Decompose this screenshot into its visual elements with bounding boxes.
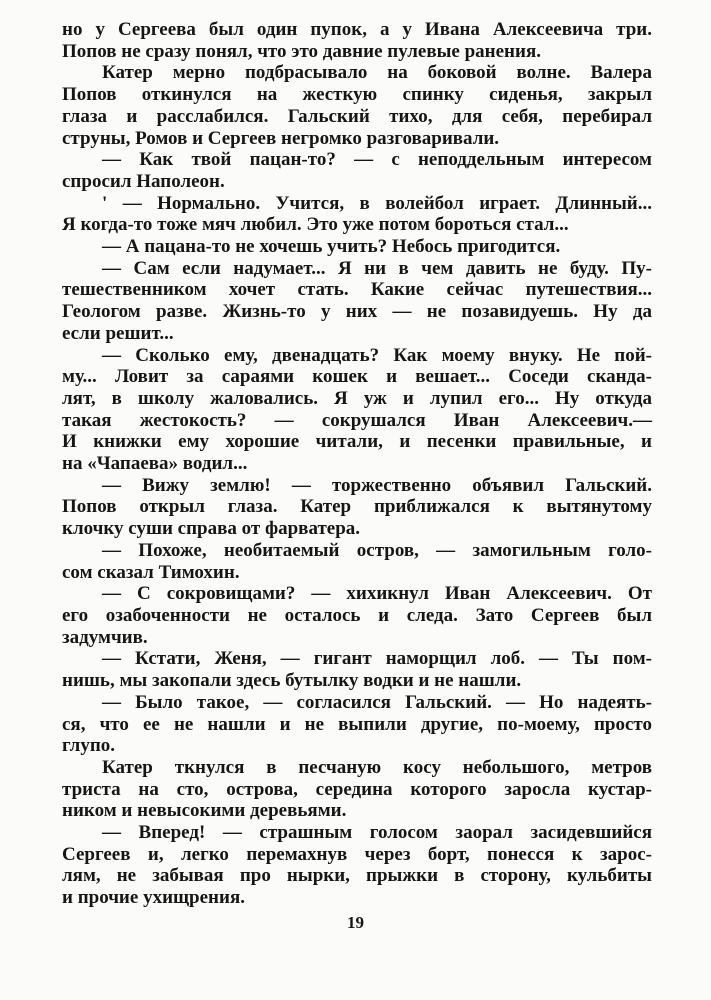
text-line: на «Чапаева» водил... [62,453,248,475]
text-line: Сергеев и, легко перемахнув через борт, понесся к зарос- [62,843,652,865]
text-line: — Сколько ему, двенадцать? Как моему внуку. Не пой- [102,344,652,366]
text-line: триста на сто, острова, середина которого заросла кустар- [62,778,652,800]
text-line: тешественником хочет стать. Какие сейчас путешествия... [62,279,652,301]
text-line: Я когда-то тоже мяч любил. Это уже потом бороться стал... [62,214,569,236]
text-line: — Как твой пацан-то? — с неподдельным интересом [102,149,652,171]
text-line: — А пацана-то не хочешь учить? Небось пригодится. [102,236,561,258]
page-number: 19 [347,913,364,932]
text-line: и прочие ухищрения. [62,887,245,909]
text-line: клочку суши справа от фарватера. [62,518,361,540]
text-line: лят, в школу жаловались. Я уж и лупил его... Ну откуда [62,387,652,409]
text-line: му... Ловит за сараями кошек и вешает... Соседи сканда- [62,366,652,388]
text-line: — Вперед! — страшным голосом заорал засидевшийся [102,822,652,844]
text-line: Попов не сразу понял, что это давние пулевые ранения. [62,40,541,62]
text-line: ся, что ее не нашли и не выпили другие, по-моему, просто [62,713,652,735]
text-line: Попов открыл глаза. Катер приближался к вытянутому [62,496,652,518]
text-line: И книжки ему хорошие читали, и песенки правильные, и [62,431,652,453]
text-line: — Сам если надумает... Я ни в чем давить не буду. Пу- [102,257,652,279]
text-line: задумчив. [62,626,148,648]
text-line: Геологом разве. Жизнь-то у них — не позавидуешь. Ну да [62,301,652,323]
text-line: Катер ткнулся в песчаную косу небольшого, метров [102,756,652,778]
text-line: струны, Ромов и Сергеев негромко разговаривали. [62,127,500,149]
text-line: ником и невысокими деревьями. [62,800,347,822]
text-line: — Было такое, — согласился Гальский. — Но надеять- [102,691,652,713]
text-line: но у Сергеева был один пупок, а у Ивана Алексеевича три. [62,19,652,40]
text-line: лям, не забывая про нырки, прыжки в сторону, кульбиты [62,865,652,887]
text-line: такая жестокость? — сокрушался Иван Алексеевич.— [62,409,652,431]
text-line: — Похоже, необитаемый остров, — замогильным голо- [102,539,652,561]
text-line: глаза и расслабился. Гальский тихо, для себя, перебирал [62,105,652,127]
text-line: сом сказал Тимохин. [62,561,240,583]
text-line: ' — Нормально. Учится, в волейбол играет. Длинный... [102,192,652,214]
text-line: Катер мерно подбрасывало на боковой волне. Валера [102,62,652,84]
text-line: спросил Наполеон. [62,170,225,192]
text-line: глупо. [62,735,116,757]
text-line: — С сокровищами? — хихикнул Иван Алексеевич. От [102,583,652,605]
text-line: — Кстати, Женя, — гигант наморщил лоб. — Ты пом- [102,648,652,670]
text-line: — Вижу землю! — торжественно объявил Гальский. [102,474,652,496]
text-line: если решит... [62,322,174,344]
text-line: нишь, мы закопали здесь бутылку водки и не нашли. [62,670,522,692]
text-line: его озабоченности не осталось и следа. Зато Сергеев был [62,604,652,626]
page-text [62,19,652,909]
text-line: Попов откинулся на жесткую спинку сиденья, закрыл [62,84,652,106]
